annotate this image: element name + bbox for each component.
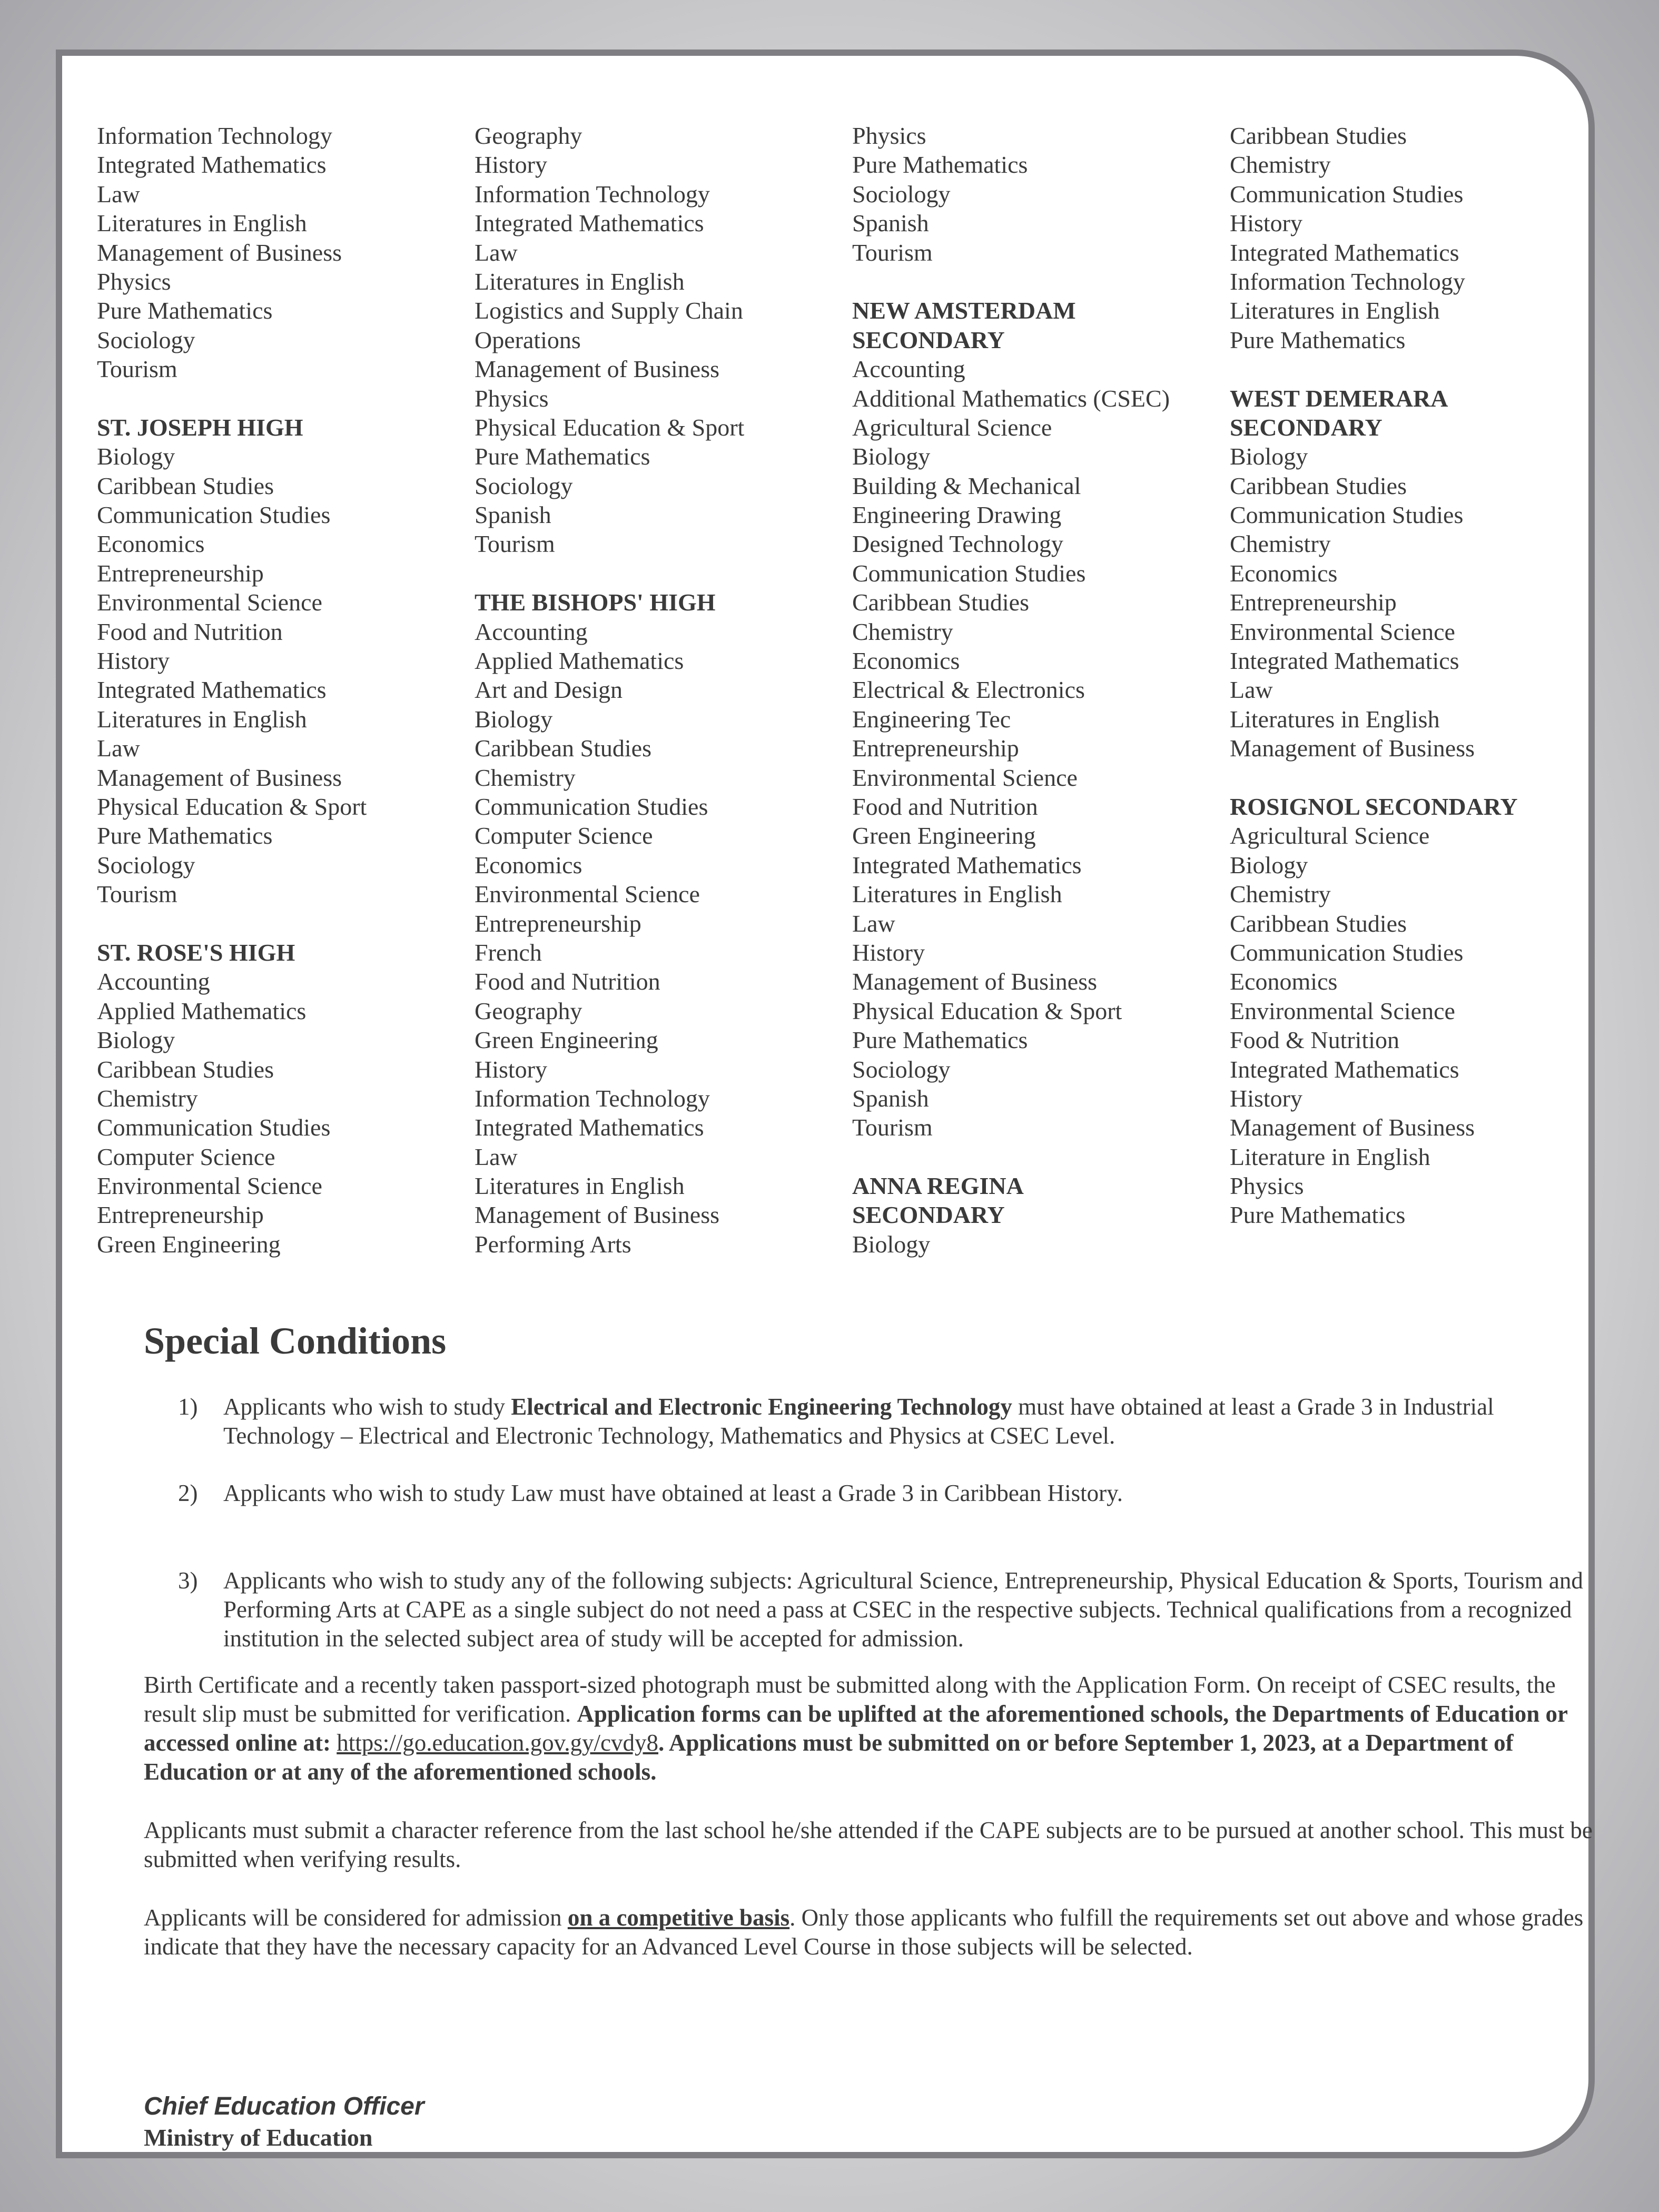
subject-item: Entrepreneurship	[1230, 589, 1397, 616]
subject-item: Physical Education & Sport	[475, 413, 745, 441]
subject-item: Integrated Mathematics	[97, 151, 327, 179]
condition-text-pre: Applicants who wish to study	[223, 1394, 511, 1420]
column-2	[475, 121, 843, 1259]
subject-item: Literatures in English	[1230, 705, 1440, 733]
subject-item: Pure Mathematics	[475, 443, 650, 470]
school-heading: ROSIGNOL SECONDARY	[1230, 793, 1518, 820]
subject-item: Biology	[97, 1026, 175, 1054]
spacer	[852, 1142, 1221, 1171]
special-conditions-title: Special Conditions	[144, 1320, 447, 1362]
subject-item: Economics	[97, 530, 205, 558]
subject-item: Literatures in English	[97, 210, 307, 237]
subject-item: Physics	[475, 384, 549, 412]
subject-item: Pure Mathematics	[852, 1026, 1028, 1054]
subject-item: Communication Studies	[97, 501, 331, 529]
subject-item: Pure Mathematics	[1230, 326, 1406, 353]
subject-item: Communication Studies	[1230, 501, 1464, 529]
subject-item: Tourism	[852, 239, 933, 266]
subject-item: Economics	[1230, 968, 1338, 995]
spacer	[1230, 763, 1598, 792]
subject-item: Tourism	[97, 881, 177, 908]
subject-item: Communication Studies	[852, 559, 1086, 587]
subject-item: History	[475, 151, 547, 179]
spacer	[97, 909, 466, 938]
competitive-basis-paragraph	[144, 1903, 1597, 1961]
subject-item: Electrical & Electronics	[852, 676, 1085, 704]
spacer	[97, 384, 466, 413]
subject-item: Caribbean Studies	[1230, 122, 1407, 149]
subject-item: Environmental Science	[852, 764, 1078, 791]
subject-item: Management of Business	[475, 1201, 720, 1229]
signature-ministry: Ministry of Education	[144, 2124, 373, 2151]
school-subject-columns	[97, 121, 1572, 1332]
subject-item: Chemistry	[97, 1084, 198, 1112]
subject-item: Accounting	[97, 968, 210, 995]
subject-item: Pure Mathematics	[97, 822, 273, 850]
subject-item: Law	[1230, 676, 1273, 704]
subject-item: Communication Studies	[97, 1114, 331, 1141]
subject-item: Green Engineering	[852, 822, 1036, 850]
subject-item: Information Technology	[475, 180, 710, 208]
subject-item: Biology	[97, 443, 175, 470]
subject-item: Management of Business	[97, 764, 342, 791]
subject-item: Pure Mathematics	[852, 151, 1028, 179]
subject-item: Agricultural Science	[1230, 822, 1430, 850]
subject-item: Law	[97, 180, 140, 208]
competitive-underline: on a competitive basis	[567, 1904, 790, 1931]
subject-item: Operations	[475, 326, 581, 353]
subject-item: Spanish	[475, 501, 551, 529]
spacer	[852, 267, 1221, 296]
condition-number: 3)	[178, 1567, 198, 1594]
subject-item: Communication Studies	[1230, 180, 1464, 208]
subject-item: Economics	[852, 647, 960, 675]
subject-item: Green Engineering	[97, 1230, 281, 1258]
column-3	[852, 121, 1221, 1259]
subject-item: Chemistry	[852, 618, 953, 645]
subject-item: Engineering Tec	[852, 705, 1011, 733]
subject-item: Integrated Mathematics	[475, 210, 704, 237]
subject-item: Caribbean Studies	[97, 472, 274, 499]
subject-item: Sociology	[852, 180, 951, 208]
subject-item: Accounting	[852, 355, 965, 383]
character-reference-paragraph: Applicants must submit a character reference from the last school he/she attended if the CAPE subjects are to be pursued at another school. This must be submitted when verifying results.	[144, 1817, 1593, 1872]
subject-item: Biology	[1230, 851, 1308, 878]
school-heading: ST. JOSEPH HIGH	[97, 413, 303, 441]
subject-item: Chemistry	[1230, 881, 1331, 908]
subject-item: Applied Mathematics	[97, 997, 307, 1024]
subject-item: Integrated Mathematics	[97, 676, 327, 704]
subject-item: Literatures in English	[475, 1172, 685, 1200]
subject-item: Literatures in English	[475, 268, 685, 295]
competitive-post: . Only those applicants who fulfill the requirements set out above and whose grades indicate that they have the necessary capacity for an Advanced Level Course in those subjects will be selected.	[144, 1904, 1584, 1960]
page-frame	[56, 50, 1595, 2158]
subject-item: Caribbean Studies	[1230, 910, 1407, 937]
subject-item: History	[852, 939, 925, 966]
subject-item: Sociology	[97, 326, 195, 353]
birth-cert-bold: Application forms can be uplifted at the aforementioned schools, the Departments of Education or accessed online at:	[144, 1701, 1568, 1756]
subject-item: History	[475, 1055, 547, 1083]
subject-item: Biology	[475, 705, 553, 733]
subject-item: Food and Nutrition	[852, 793, 1038, 820]
condition-number: 2)	[178, 1480, 198, 1506]
subject-item: Tourism	[852, 1114, 933, 1141]
subject-item: Management of Business	[1230, 735, 1475, 762]
subject-item: Law	[852, 910, 895, 937]
competitive-pre: Applicants will be considered for admission	[144, 1904, 568, 1931]
subject-item: Performing Arts	[475, 1230, 631, 1258]
subject-item: Literatures in English	[97, 705, 307, 733]
subject-item: Communication Studies	[475, 793, 708, 820]
subject-item: Additional Mathematics (CSEC)	[852, 384, 1170, 412]
subject-item: Integrated Mathematics	[852, 851, 1082, 878]
condition-text: Applicants who wish to study any of the following subjects: Agricultural Science, Entrepreneurship, Physical Education & Sports, Tourism and Performing Arts at CAPE as a single subject do not need a pass at CSEC in the respective subjects. Technical qualifications from a recognized institution in the selected subject area of study will be accepted for admission.	[223, 1567, 1583, 1652]
subject-item: Food and Nutrition	[97, 618, 283, 645]
subject-item: Computer Science	[475, 822, 653, 850]
subject-item: Sociology	[475, 472, 573, 499]
subject-item: Agricultural Science	[852, 413, 1052, 441]
subject-item: Environmental Science	[97, 589, 322, 616]
subject-item: Integrated Mathematics	[475, 1114, 704, 1141]
subject-item: Management of Business	[852, 968, 1098, 995]
subject-item: Designed Technology	[852, 530, 1063, 558]
school-heading: ST. ROSE'S HIGH	[97, 939, 295, 966]
subject-item: Chemistry	[1230, 530, 1331, 558]
subject-item: Integrated Mathematics	[1230, 239, 1459, 266]
subject-item: Chemistry	[475, 764, 576, 791]
subject-item: Logistics and Supply Chain	[475, 297, 743, 324]
subject-item: Sociology	[97, 851, 195, 878]
school-heading: SECONDARY	[1230, 413, 1382, 441]
subject-item: Biology	[852, 1230, 931, 1258]
subject-item: Physics	[852, 122, 926, 149]
subject-item: Entrepreneurship	[852, 735, 1019, 762]
subject-item: Entrepreneurship	[97, 559, 264, 587]
school-heading: WEST DEMERARA	[1230, 384, 1448, 412]
spacer	[1230, 354, 1598, 383]
subject-item: Literatures in English	[1230, 297, 1440, 324]
subject-item: Tourism	[97, 355, 177, 383]
subject-item: Law	[475, 1143, 518, 1170]
subject-item: History	[97, 647, 170, 675]
subject-item: Tourism	[475, 530, 555, 558]
subject-item: Management of Business	[97, 239, 342, 266]
subject-item: Law	[475, 239, 518, 266]
subject-item: Pure Mathematics	[1230, 1201, 1406, 1229]
subject-item: Physics	[97, 268, 171, 295]
subject-item: Information Technology	[475, 1084, 710, 1112]
subject-item: Economics	[1230, 559, 1338, 587]
subject-item: Physical Education & Sport	[97, 793, 367, 820]
column-1	[97, 121, 466, 1259]
subject-item: Environmental Science	[1230, 618, 1455, 645]
subject-item: Literatures in English	[852, 881, 1062, 908]
subject-item: Food & Nutrition	[1230, 1026, 1400, 1054]
deadline-bold: . Applications must be submitted on or before September 1, 2023, at a Department of Education or at any of the aforementioned schools.	[144, 1730, 1514, 1785]
subject-item: Art and Design	[475, 676, 623, 704]
subject-item: Caribbean Studies	[475, 735, 651, 762]
condition-number: 1)	[178, 1394, 198, 1420]
subject-item: Environmental Science	[475, 881, 700, 908]
condition-text: Applicants who wish to study Law must have obtained at least a Grade 3 in Caribbean History.	[223, 1480, 1123, 1506]
condition-text-post: must have obtained at least a Grade 3 in Industrial Technology – Electrical and Electronic Technology, Mathematics and Physics at CSEC Level.	[223, 1394, 1494, 1449]
subject-item: Geography	[475, 997, 582, 1024]
subject-item: Caribbean Studies	[1230, 472, 1407, 499]
subject-item: Entrepreneurship	[97, 1201, 264, 1229]
subject-item: Information Technology	[97, 122, 332, 149]
subject-item: Management of Business	[1230, 1114, 1475, 1141]
school-heading: SECONDARY	[852, 1201, 1005, 1229]
subject-item: Computer Science	[97, 1143, 275, 1170]
subject-item: History	[1230, 1084, 1302, 1112]
subject-item: Engineering Drawing	[852, 501, 1062, 529]
birth-certificate-paragraph	[144, 1671, 1597, 1786]
subject-item: Food and Nutrition	[475, 968, 660, 995]
subject-item: Pure Mathematics	[97, 297, 273, 324]
subject-item: Green Engineering	[475, 1026, 658, 1054]
school-heading: ANNA REGINA	[852, 1172, 1024, 1200]
subject-item: Integrated Mathematics	[1230, 1055, 1459, 1083]
subject-item: Literature in English	[1230, 1143, 1430, 1170]
condition-text	[223, 1393, 1598, 1450]
subject-item: Spanish	[852, 210, 929, 237]
subject-item: Physical Education & Sport	[852, 997, 1122, 1024]
subject-item: Communication Studies	[1230, 939, 1464, 966]
birth-cert-plain: Birth Certificate and a recently taken passport-sized photograph must be submitted along with the Application Form. On receipt of CSEC results, the result slip must be submitted for verification.	[144, 1672, 1556, 1727]
subject-item: Chemistry	[1230, 151, 1331, 179]
subject-item: Environmental Science	[1230, 997, 1455, 1024]
spacer	[475, 559, 843, 588]
column-4	[1230, 121, 1598, 1230]
condition-text-bold: Electrical and Electronic Engineering Technology	[511, 1394, 1012, 1420]
school-heading: NEW AMSTERDAM	[852, 297, 1076, 324]
subject-item: Economics	[475, 851, 582, 878]
subject-item: History	[1230, 210, 1302, 237]
subject-item: Building & Mechanical	[852, 472, 1081, 499]
signature-title: Chief Education Officer	[144, 2092, 424, 2120]
subject-item: Accounting	[475, 618, 588, 645]
subject-item: Sociology	[852, 1055, 951, 1083]
subject-item: Physics	[1230, 1172, 1304, 1200]
subject-item: Integrated Mathematics	[1230, 647, 1459, 675]
subject-item: Biology	[1230, 443, 1308, 470]
subject-item: Applied Mathematics	[475, 647, 684, 675]
subject-item: Information Technology	[1230, 268, 1465, 295]
subject-item: Spanish	[852, 1084, 929, 1112]
subject-item: Entrepreneurship	[475, 910, 641, 937]
subject-item: Biology	[852, 443, 931, 470]
subject-item: Caribbean Studies	[97, 1055, 274, 1083]
subject-item: Caribbean Studies	[852, 589, 1029, 616]
school-heading: SECONDARY	[852, 326, 1005, 353]
subject-item: Law	[97, 735, 140, 762]
application-link[interactable]: https://go.education.gov.gy/cvdy8	[337, 1730, 658, 1756]
school-heading: THE BISHOPS' HIGH	[475, 589, 716, 616]
subject-item: Management of Business	[475, 355, 720, 383]
subject-item: Geography	[475, 122, 582, 149]
subject-item: Environmental Science	[97, 1172, 322, 1200]
subject-item: French	[475, 939, 542, 966]
